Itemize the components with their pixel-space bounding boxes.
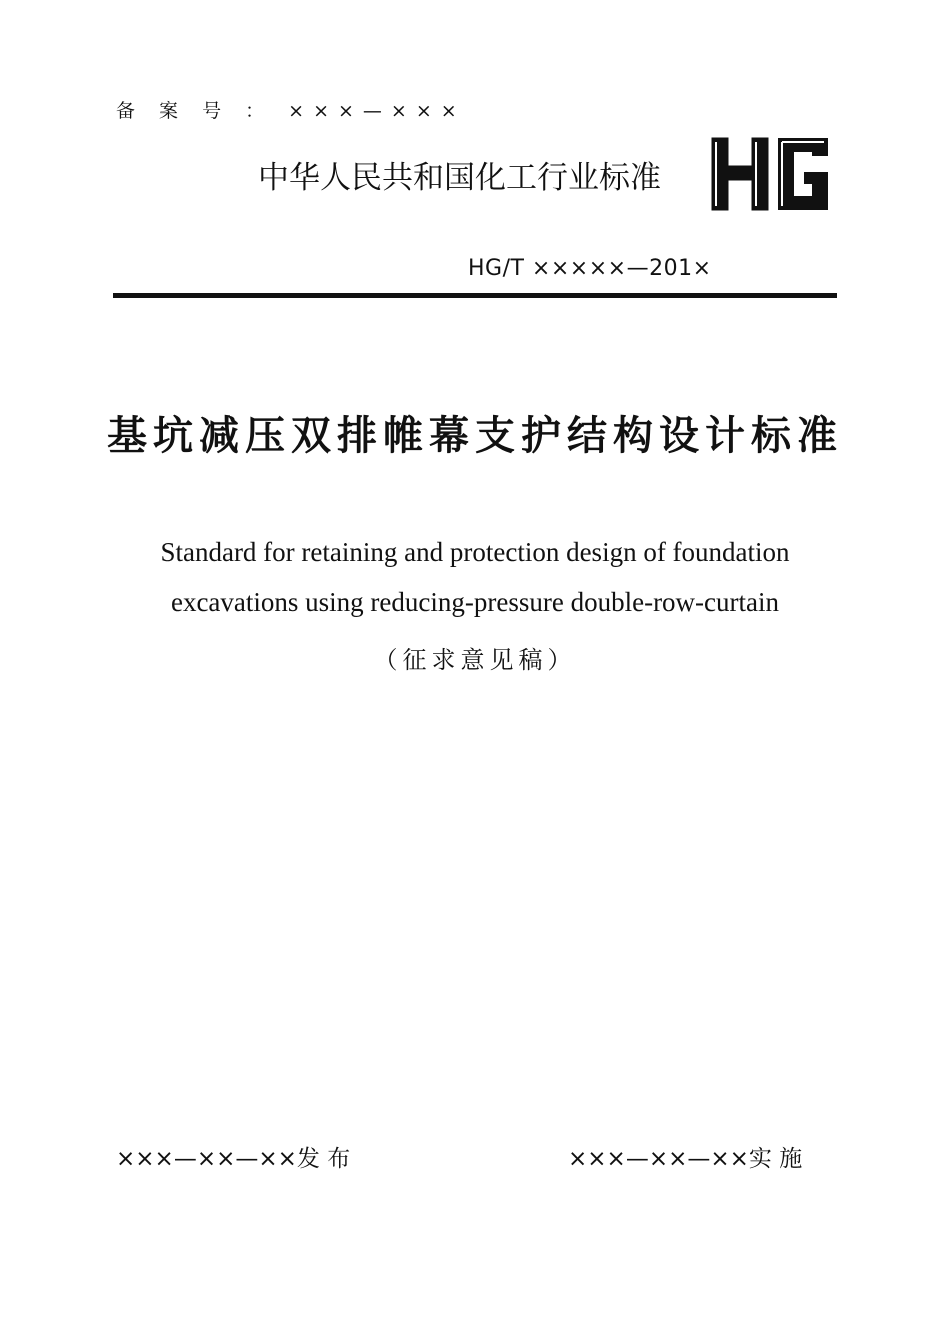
filing-number: 备 案 号 ： ×××—××× [116,100,466,122]
draft-note: （征求意见稿） [373,646,577,674]
header-rule [113,293,837,298]
hg-logo-h [712,138,768,210]
title-chinese: 基坑减压双排帷幕支护结构设计标准 [107,412,843,459]
hg-logo-g [778,138,828,210]
release-date: ×××—××—××发 布 [116,1146,351,1172]
standard-number: HG/T ×××××—201× [468,256,712,281]
hg-logo [708,130,832,214]
effective-date: ×××—××—××实 施 [568,1146,803,1172]
title-english: Standard for retaining and protection design of foundation excavations using reducing-pressure double-row-curtain [160,537,790,617]
issuer-name: 中华人民共和国化工行业标准 [258,160,661,196]
